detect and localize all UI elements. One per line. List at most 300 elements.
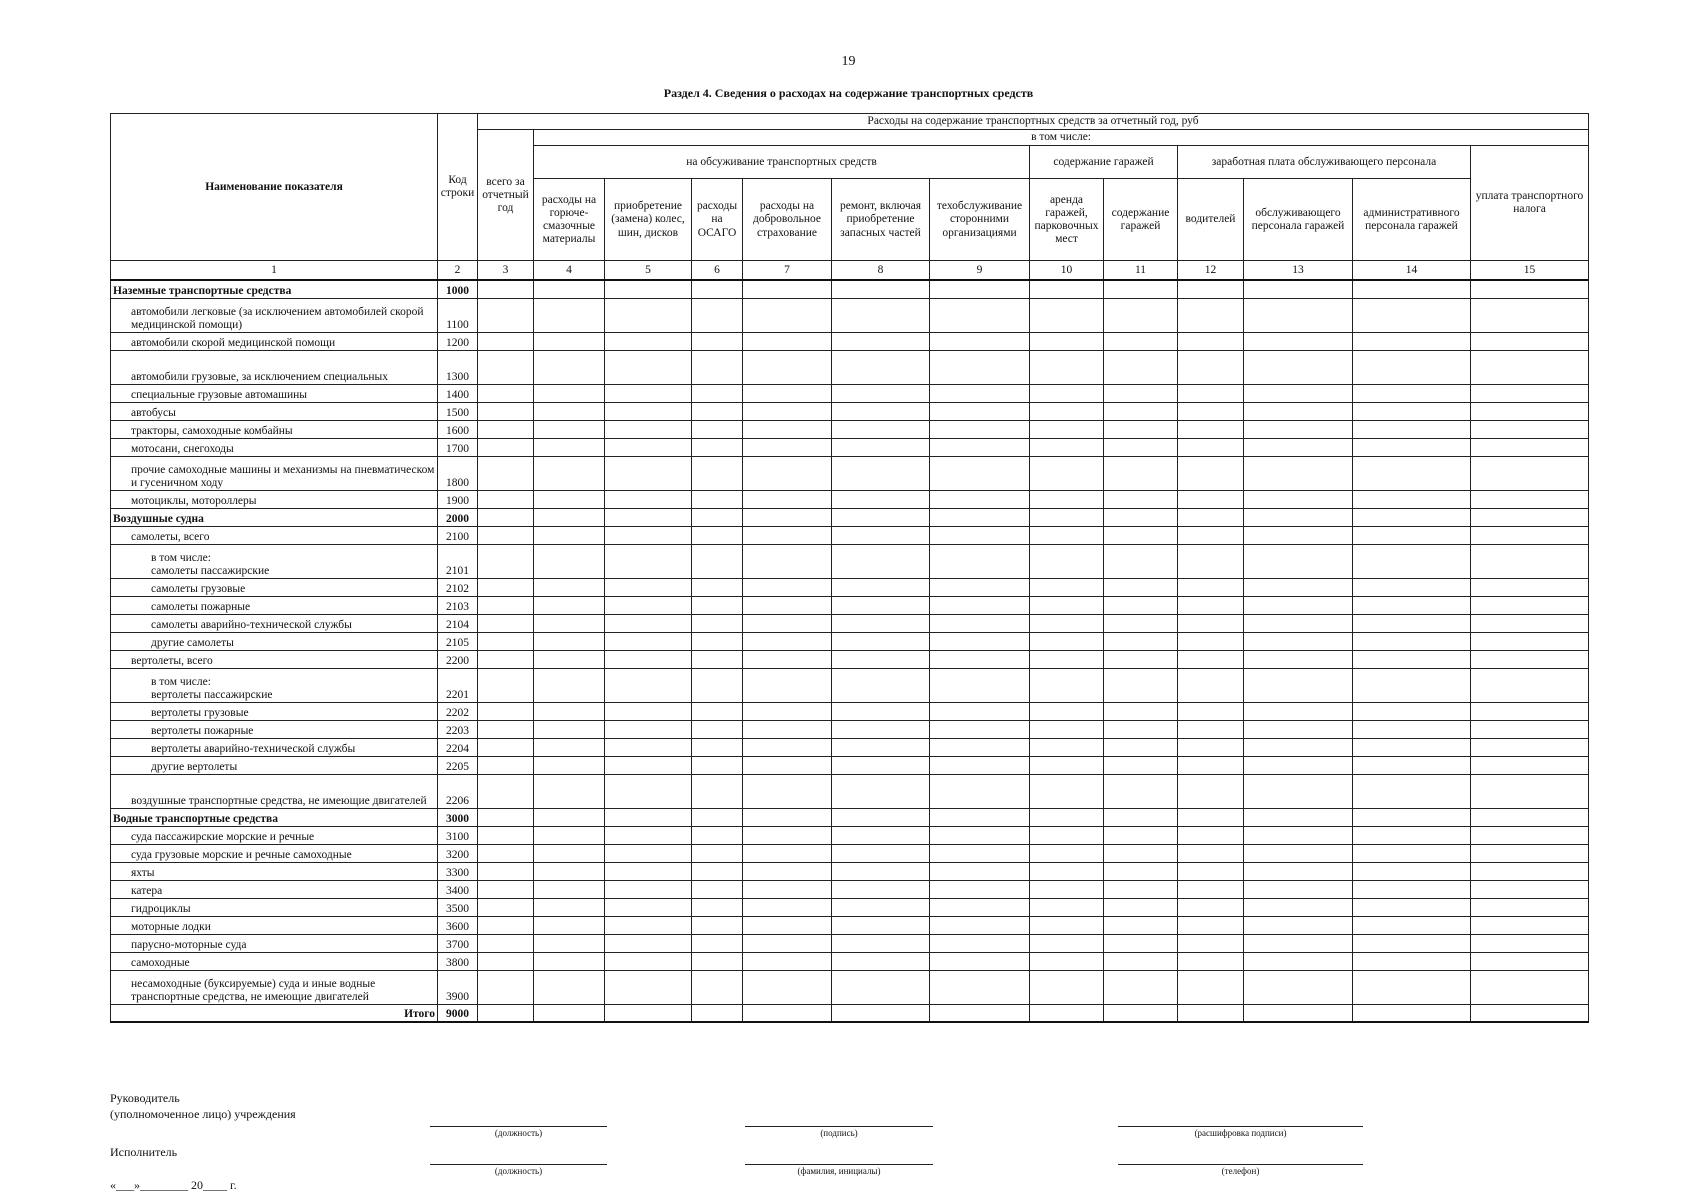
value-cell[interactable] <box>1178 916 1244 934</box>
value-cell[interactable] <box>692 350 743 384</box>
value-cell[interactable] <box>1244 596 1353 614</box>
value-cell[interactable] <box>930 526 1030 544</box>
position-line[interactable] <box>430 1126 607 1127</box>
value-cell[interactable] <box>478 844 534 862</box>
value-cell[interactable] <box>534 544 605 578</box>
value-cell[interactable] <box>1178 738 1244 756</box>
value-cell[interactable] <box>1178 826 1244 844</box>
value-cell[interactable] <box>832 898 930 916</box>
value-cell[interactable] <box>1178 774 1244 808</box>
value-cell[interactable] <box>534 862 605 880</box>
value-cell[interactable] <box>1178 298 1244 332</box>
value-cell[interactable] <box>692 934 743 952</box>
value-cell[interactable] <box>1030 720 1104 738</box>
value-cell[interactable] <box>1030 490 1104 508</box>
value-cell[interactable] <box>692 544 743 578</box>
value-cell[interactable] <box>832 456 930 490</box>
value-cell[interactable] <box>1471 898 1589 916</box>
value-cell[interactable] <box>1244 808 1353 826</box>
value-cell[interactable] <box>1104 332 1178 350</box>
value-cell[interactable] <box>1353 952 1471 970</box>
value-cell[interactable] <box>1244 508 1353 526</box>
value-cell[interactable] <box>832 508 930 526</box>
value-cell[interactable] <box>478 402 534 420</box>
value-cell[interactable] <box>605 808 692 826</box>
value-cell[interactable] <box>1178 490 1244 508</box>
value-cell[interactable] <box>1353 632 1471 650</box>
value-cell[interactable] <box>605 970 692 1004</box>
total-value-cell[interactable] <box>832 1004 930 1022</box>
value-cell[interactable] <box>534 438 605 456</box>
value-cell[interactable] <box>1178 384 1244 402</box>
value-cell[interactable] <box>1244 774 1353 808</box>
value-cell[interactable] <box>1030 668 1104 702</box>
total-value-cell[interactable] <box>1471 1004 1589 1022</box>
value-cell[interactable] <box>1244 614 1353 632</box>
value-cell[interactable] <box>930 970 1030 1004</box>
value-cell[interactable] <box>1244 844 1353 862</box>
value-cell[interactable] <box>743 614 832 632</box>
value-cell[interactable] <box>534 826 605 844</box>
value-cell[interactable] <box>1244 456 1353 490</box>
value-cell[interactable] <box>832 438 930 456</box>
value-cell[interactable] <box>1353 350 1471 384</box>
value-cell[interactable] <box>743 650 832 668</box>
value-cell[interactable] <box>1353 970 1471 1004</box>
value-cell[interactable] <box>832 596 930 614</box>
value-cell[interactable] <box>692 456 743 490</box>
total-value-cell[interactable] <box>1244 1004 1353 1022</box>
value-cell[interactable] <box>605 844 692 862</box>
value-cell[interactable] <box>534 952 605 970</box>
value-cell[interactable] <box>692 614 743 632</box>
value-cell[interactable] <box>1030 898 1104 916</box>
value-cell[interactable] <box>832 578 930 596</box>
value-cell[interactable] <box>743 862 832 880</box>
value-cell[interactable] <box>1471 862 1589 880</box>
value-cell[interactable] <box>743 898 832 916</box>
value-cell[interactable] <box>1353 844 1471 862</box>
value-cell[interactable] <box>605 420 692 438</box>
value-cell[interactable] <box>692 808 743 826</box>
value-cell[interactable] <box>1104 298 1178 332</box>
value-cell[interactable] <box>692 438 743 456</box>
value-cell[interactable] <box>1104 456 1178 490</box>
value-cell[interactable] <box>832 738 930 756</box>
value-cell[interactable] <box>1030 738 1104 756</box>
value-cell[interactable] <box>832 420 930 438</box>
value-cell[interactable] <box>478 596 534 614</box>
value-cell[interactable] <box>1353 420 1471 438</box>
value-cell[interactable] <box>1030 880 1104 898</box>
value-cell[interactable] <box>1030 808 1104 826</box>
value-cell[interactable] <box>930 420 1030 438</box>
value-cell[interactable] <box>605 668 692 702</box>
value-cell[interactable] <box>1104 952 1178 970</box>
value-cell[interactable] <box>743 702 832 720</box>
value-cell[interactable] <box>1353 934 1471 952</box>
value-cell[interactable] <box>1353 862 1471 880</box>
value-cell[interactable] <box>478 952 534 970</box>
value-cell[interactable] <box>1471 508 1589 526</box>
value-cell[interactable] <box>1471 844 1589 862</box>
value-cell[interactable] <box>692 526 743 544</box>
value-cell[interactable] <box>605 774 692 808</box>
value-cell[interactable] <box>534 578 605 596</box>
value-cell[interactable] <box>1030 952 1104 970</box>
value-cell[interactable] <box>832 862 930 880</box>
value-cell[interactable] <box>1178 756 1244 774</box>
value-cell[interactable] <box>1244 756 1353 774</box>
value-cell[interactable] <box>743 402 832 420</box>
value-cell[interactable] <box>743 774 832 808</box>
value-cell[interactable] <box>743 544 832 578</box>
value-cell[interactable] <box>534 402 605 420</box>
value-cell[interactable] <box>605 280 692 298</box>
value-cell[interactable] <box>930 490 1030 508</box>
value-cell[interactable] <box>832 526 930 544</box>
value-cell[interactable] <box>534 614 605 632</box>
value-cell[interactable] <box>605 702 692 720</box>
value-cell[interactable] <box>1030 402 1104 420</box>
value-cell[interactable] <box>1178 614 1244 632</box>
value-cell[interactable] <box>605 526 692 544</box>
value-cell[interactable] <box>692 402 743 420</box>
value-cell[interactable] <box>478 508 534 526</box>
value-cell[interactable] <box>930 862 1030 880</box>
value-cell[interactable] <box>1178 720 1244 738</box>
value-cell[interactable] <box>930 632 1030 650</box>
total-value-cell[interactable] <box>743 1004 832 1022</box>
value-cell[interactable] <box>1030 578 1104 596</box>
value-cell[interactable] <box>930 774 1030 808</box>
value-cell[interactable] <box>692 332 743 350</box>
value-cell[interactable] <box>534 808 605 826</box>
value-cell[interactable] <box>478 384 534 402</box>
value-cell[interactable] <box>1471 738 1589 756</box>
value-cell[interactable] <box>534 970 605 1004</box>
value-cell[interactable] <box>1471 650 1589 668</box>
value-cell[interactable] <box>692 880 743 898</box>
value-cell[interactable] <box>930 668 1030 702</box>
value-cell[interactable] <box>832 916 930 934</box>
value-cell[interactable] <box>1104 578 1178 596</box>
value-cell[interactable] <box>605 756 692 774</box>
value-cell[interactable] <box>534 898 605 916</box>
value-cell[interactable] <box>743 916 832 934</box>
value-cell[interactable] <box>832 332 930 350</box>
value-cell[interactable] <box>743 738 832 756</box>
value-cell[interactable] <box>605 384 692 402</box>
value-cell[interactable] <box>743 420 832 438</box>
value-cell[interactable] <box>1178 650 1244 668</box>
value-cell[interactable] <box>478 332 534 350</box>
value-cell[interactable] <box>692 490 743 508</box>
value-cell[interactable] <box>1178 526 1244 544</box>
value-cell[interactable] <box>1353 720 1471 738</box>
value-cell[interactable] <box>832 632 930 650</box>
value-cell[interactable] <box>1353 596 1471 614</box>
value-cell[interactable] <box>930 438 1030 456</box>
value-cell[interactable] <box>1030 916 1104 934</box>
value-cell[interactable] <box>478 544 534 578</box>
value-cell[interactable] <box>1244 632 1353 650</box>
signature-line[interactable] <box>745 1126 933 1127</box>
value-cell[interactable] <box>692 596 743 614</box>
value-cell[interactable] <box>1030 456 1104 490</box>
value-cell[interactable] <box>1471 350 1589 384</box>
value-cell[interactable] <box>743 970 832 1004</box>
value-cell[interactable] <box>1104 808 1178 826</box>
value-cell[interactable] <box>1104 756 1178 774</box>
value-cell[interactable] <box>692 738 743 756</box>
value-cell[interactable] <box>743 934 832 952</box>
value-cell[interactable] <box>1178 544 1244 578</box>
value-cell[interactable] <box>605 508 692 526</box>
value-cell[interactable] <box>534 756 605 774</box>
value-cell[interactable] <box>832 880 930 898</box>
value-cell[interactable] <box>1471 880 1589 898</box>
value-cell[interactable] <box>534 650 605 668</box>
value-cell[interactable] <box>1353 668 1471 702</box>
value-cell[interactable] <box>832 808 930 826</box>
value-cell[interactable] <box>832 844 930 862</box>
value-cell[interactable] <box>930 350 1030 384</box>
value-cell[interactable] <box>478 756 534 774</box>
value-cell[interactable] <box>1471 544 1589 578</box>
value-cell[interactable] <box>743 808 832 826</box>
value-cell[interactable] <box>1104 490 1178 508</box>
value-cell[interactable] <box>832 756 930 774</box>
date-line[interactable]: «___»________ 20____ г. <box>110 1178 237 1192</box>
value-cell[interactable] <box>1244 668 1353 702</box>
value-cell[interactable] <box>930 456 1030 490</box>
value-cell[interactable] <box>534 632 605 650</box>
value-cell[interactable] <box>1104 438 1178 456</box>
value-cell[interactable] <box>605 632 692 650</box>
value-cell[interactable] <box>478 456 534 490</box>
value-cell[interactable] <box>605 596 692 614</box>
value-cell[interactable] <box>478 614 534 632</box>
value-cell[interactable] <box>605 650 692 668</box>
value-cell[interactable] <box>534 280 605 298</box>
value-cell[interactable] <box>743 880 832 898</box>
value-cell[interactable] <box>605 738 692 756</box>
value-cell[interactable] <box>832 614 930 632</box>
value-cell[interactable] <box>1471 384 1589 402</box>
value-cell[interactable] <box>1104 898 1178 916</box>
value-cell[interactable] <box>743 280 832 298</box>
value-cell[interactable] <box>692 774 743 808</box>
value-cell[interactable] <box>1244 578 1353 596</box>
value-cell[interactable] <box>1104 350 1178 384</box>
value-cell[interactable] <box>1471 420 1589 438</box>
value-cell[interactable] <box>1030 420 1104 438</box>
value-cell[interactable] <box>478 420 534 438</box>
value-cell[interactable] <box>534 384 605 402</box>
value-cell[interactable] <box>1471 934 1589 952</box>
value-cell[interactable] <box>1244 544 1353 578</box>
value-cell[interactable] <box>1030 438 1104 456</box>
value-cell[interactable] <box>478 808 534 826</box>
value-cell[interactable] <box>1030 632 1104 650</box>
value-cell[interactable] <box>832 774 930 808</box>
value-cell[interactable] <box>692 632 743 650</box>
value-cell[interactable] <box>605 720 692 738</box>
value-cell[interactable] <box>478 490 534 508</box>
value-cell[interactable] <box>1104 668 1178 702</box>
value-cell[interactable] <box>534 420 605 438</box>
value-cell[interactable] <box>534 916 605 934</box>
value-cell[interactable] <box>1104 738 1178 756</box>
value-cell[interactable] <box>1471 490 1589 508</box>
value-cell[interactable] <box>1244 298 1353 332</box>
value-cell[interactable] <box>692 420 743 438</box>
value-cell[interactable] <box>832 702 930 720</box>
value-cell[interactable] <box>478 916 534 934</box>
value-cell[interactable] <box>1471 578 1589 596</box>
value-cell[interactable] <box>1353 880 1471 898</box>
value-cell[interactable] <box>1104 544 1178 578</box>
value-cell[interactable] <box>1244 350 1353 384</box>
value-cell[interactable] <box>534 596 605 614</box>
value-cell[interactable] <box>930 880 1030 898</box>
value-cell[interactable] <box>1353 650 1471 668</box>
value-cell[interactable] <box>605 898 692 916</box>
value-cell[interactable] <box>1471 952 1589 970</box>
value-cell[interactable] <box>1178 508 1244 526</box>
value-cell[interactable] <box>743 350 832 384</box>
executor-position-line[interactable] <box>430 1164 607 1165</box>
value-cell[interactable] <box>534 490 605 508</box>
value-cell[interactable] <box>743 456 832 490</box>
value-cell[interactable] <box>1244 720 1353 738</box>
value-cell[interactable] <box>534 456 605 490</box>
value-cell[interactable] <box>1244 332 1353 350</box>
value-cell[interactable] <box>1244 402 1353 420</box>
value-cell[interactable] <box>1104 650 1178 668</box>
value-cell[interactable] <box>478 702 534 720</box>
value-cell[interactable] <box>930 298 1030 332</box>
value-cell[interactable] <box>478 280 534 298</box>
decoding-line[interactable] <box>1118 1126 1363 1127</box>
value-cell[interactable] <box>1353 756 1471 774</box>
value-cell[interactable] <box>605 952 692 970</box>
value-cell[interactable] <box>930 702 1030 720</box>
value-cell[interactable] <box>1030 298 1104 332</box>
value-cell[interactable] <box>534 668 605 702</box>
value-cell[interactable] <box>1353 898 1471 916</box>
value-cell[interactable] <box>832 952 930 970</box>
value-cell[interactable] <box>832 350 930 384</box>
value-cell[interactable] <box>1104 420 1178 438</box>
value-cell[interactable] <box>930 508 1030 526</box>
value-cell[interactable] <box>930 898 1030 916</box>
value-cell[interactable] <box>930 614 1030 632</box>
value-cell[interactable] <box>832 970 930 1004</box>
value-cell[interactable] <box>534 720 605 738</box>
value-cell[interactable] <box>1471 298 1589 332</box>
value-cell[interactable] <box>743 508 832 526</box>
value-cell[interactable] <box>1178 970 1244 1004</box>
total-value-cell[interactable] <box>930 1004 1030 1022</box>
value-cell[interactable] <box>1353 614 1471 632</box>
value-cell[interactable] <box>930 544 1030 578</box>
value-cell[interactable] <box>1178 350 1244 384</box>
value-cell[interactable] <box>1471 774 1589 808</box>
value-cell[interactable] <box>743 438 832 456</box>
value-cell[interactable] <box>1353 738 1471 756</box>
value-cell[interactable] <box>1244 880 1353 898</box>
value-cell[interactable] <box>743 490 832 508</box>
value-cell[interactable] <box>1471 826 1589 844</box>
value-cell[interactable] <box>930 826 1030 844</box>
value-cell[interactable] <box>930 596 1030 614</box>
value-cell[interactable] <box>1030 384 1104 402</box>
value-cell[interactable] <box>1178 420 1244 438</box>
value-cell[interactable] <box>478 668 534 702</box>
value-cell[interactable] <box>1178 332 1244 350</box>
value-cell[interactable] <box>1178 880 1244 898</box>
value-cell[interactable] <box>1104 526 1178 544</box>
value-cell[interactable] <box>1244 738 1353 756</box>
value-cell[interactable] <box>1104 596 1178 614</box>
value-cell[interactable] <box>1104 862 1178 880</box>
value-cell[interactable] <box>1244 526 1353 544</box>
value-cell[interactable] <box>478 526 534 544</box>
value-cell[interactable] <box>1353 826 1471 844</box>
value-cell[interactable] <box>1104 614 1178 632</box>
value-cell[interactable] <box>692 756 743 774</box>
value-cell[interactable] <box>1178 934 1244 952</box>
value-cell[interactable] <box>534 880 605 898</box>
value-cell[interactable] <box>930 332 1030 350</box>
value-cell[interactable] <box>743 632 832 650</box>
value-cell[interactable] <box>1471 808 1589 826</box>
value-cell[interactable] <box>478 298 534 332</box>
value-cell[interactable] <box>1030 756 1104 774</box>
value-cell[interactable] <box>478 970 534 1004</box>
value-cell[interactable] <box>1178 952 1244 970</box>
value-cell[interactable] <box>1244 970 1353 1004</box>
value-cell[interactable] <box>743 668 832 702</box>
value-cell[interactable] <box>1104 970 1178 1004</box>
value-cell[interactable] <box>743 596 832 614</box>
value-cell[interactable] <box>1104 844 1178 862</box>
value-cell[interactable] <box>1030 614 1104 632</box>
value-cell[interactable] <box>605 826 692 844</box>
value-cell[interactable] <box>534 738 605 756</box>
value-cell[interactable] <box>1353 702 1471 720</box>
value-cell[interactable] <box>692 298 743 332</box>
value-cell[interactable] <box>1178 438 1244 456</box>
value-cell[interactable] <box>1178 632 1244 650</box>
value-cell[interactable] <box>605 916 692 934</box>
value-cell[interactable] <box>1353 332 1471 350</box>
value-cell[interactable] <box>1104 826 1178 844</box>
value-cell[interactable] <box>1471 668 1589 702</box>
value-cell[interactable] <box>832 384 930 402</box>
value-cell[interactable] <box>1353 438 1471 456</box>
value-cell[interactable] <box>478 650 534 668</box>
value-cell[interactable] <box>605 332 692 350</box>
value-cell[interactable] <box>743 756 832 774</box>
value-cell[interactable] <box>1178 456 1244 490</box>
value-cell[interactable] <box>1244 702 1353 720</box>
value-cell[interactable] <box>692 826 743 844</box>
value-cell[interactable] <box>1353 544 1471 578</box>
value-cell[interactable] <box>605 350 692 384</box>
